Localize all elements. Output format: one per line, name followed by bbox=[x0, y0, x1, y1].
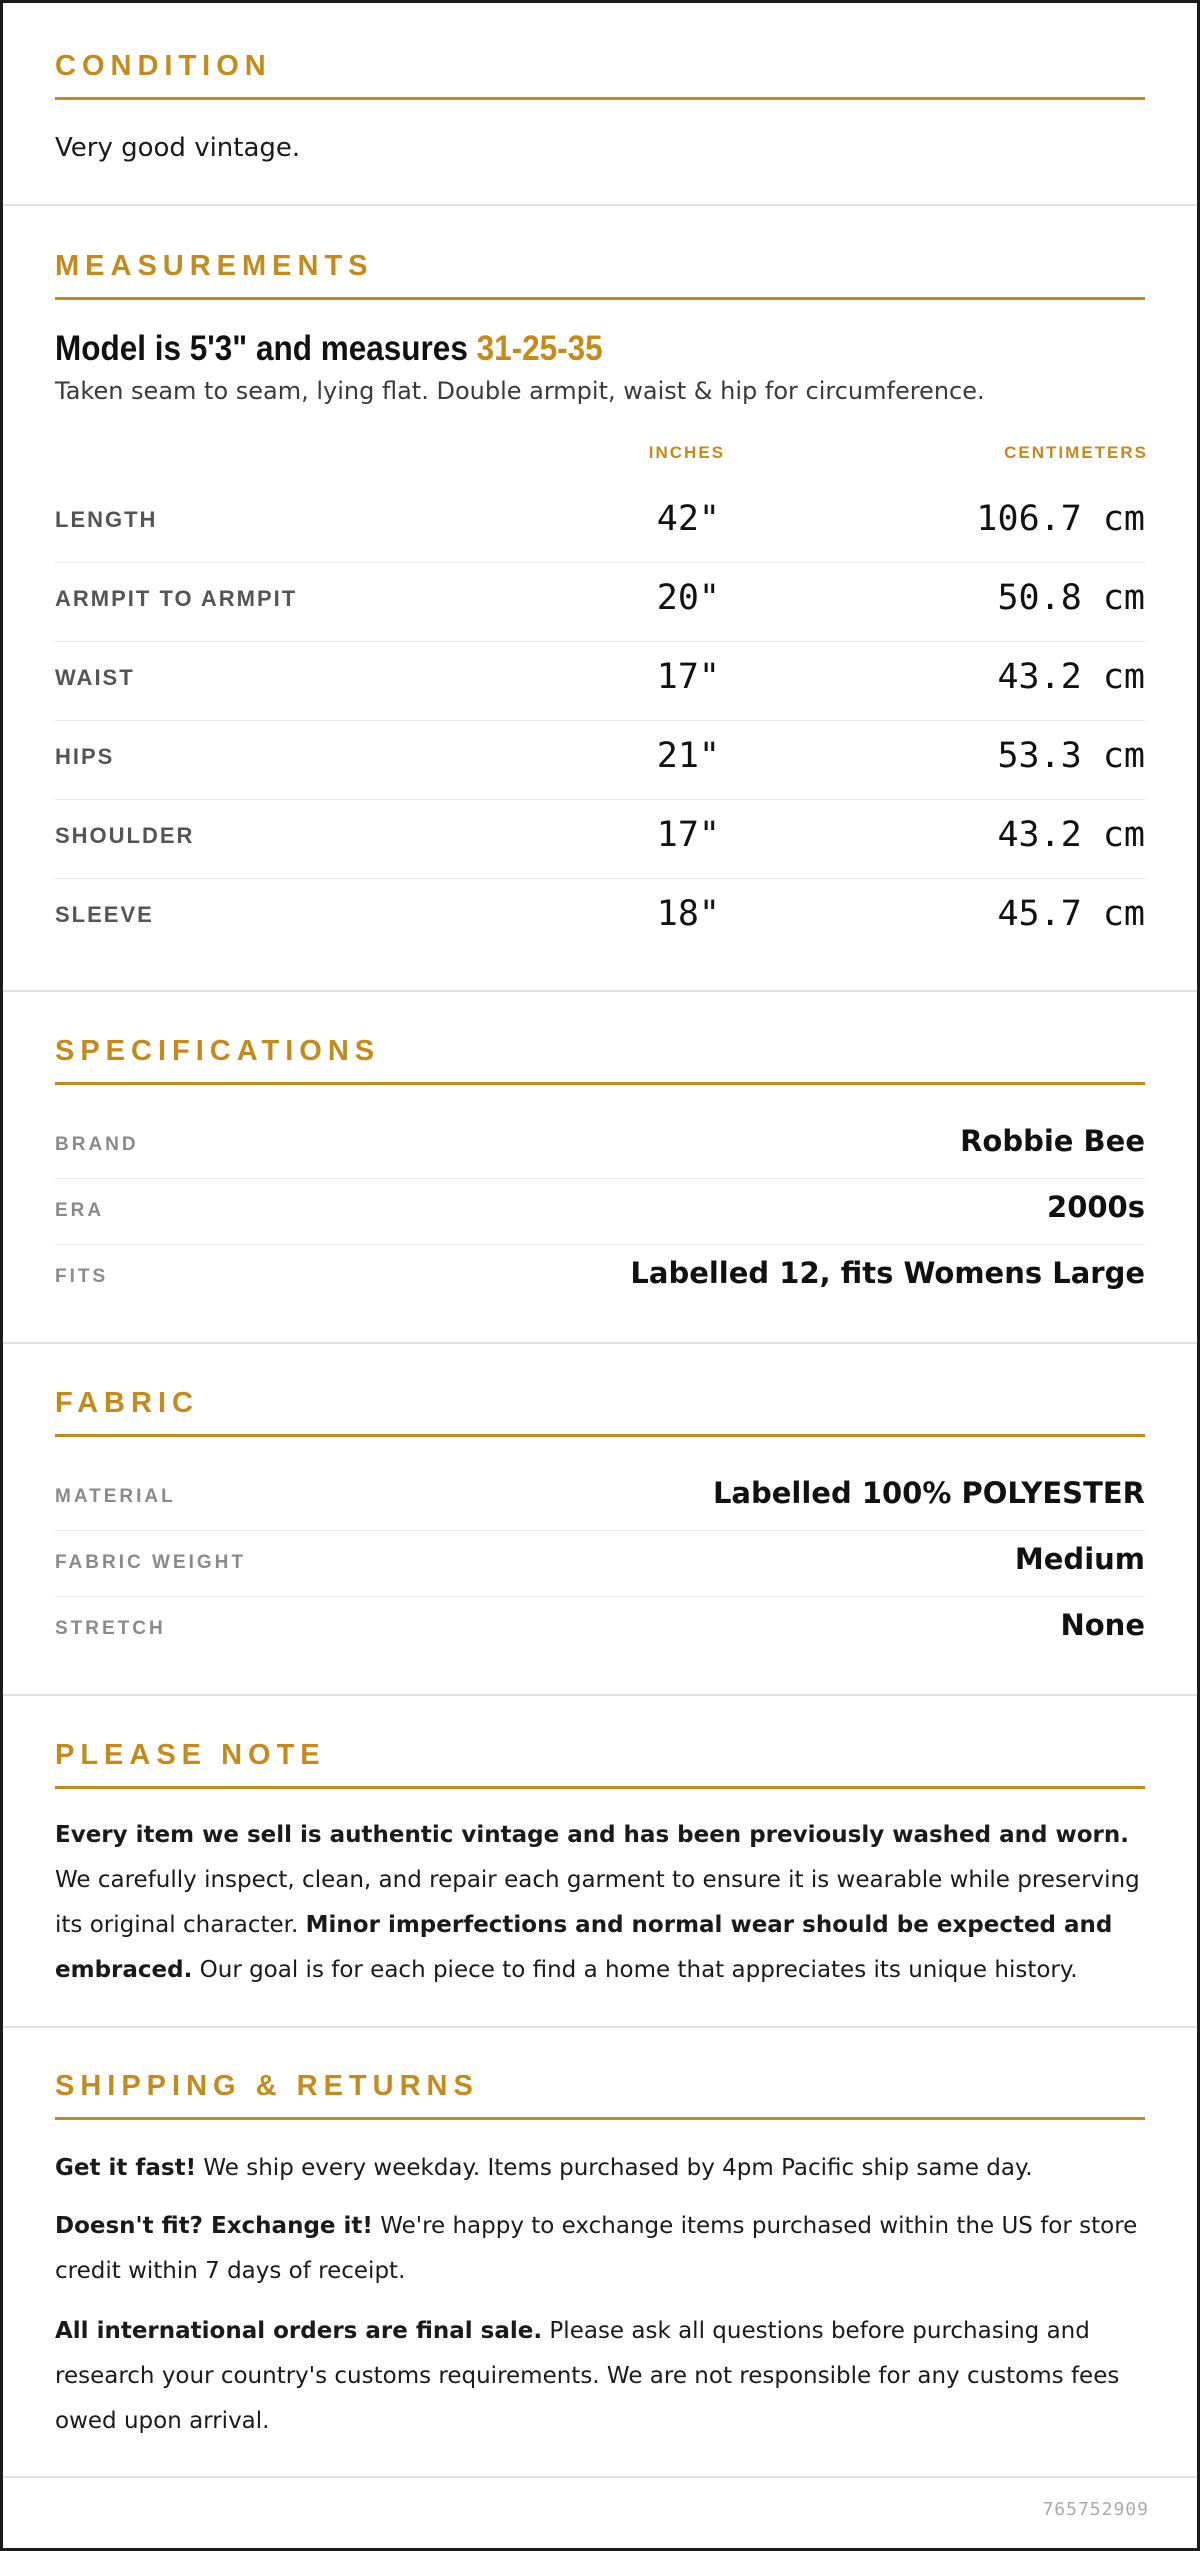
shipping-paragraph-international bbox=[55, 2309, 1145, 2444]
spec-label: BRAND bbox=[55, 1134, 139, 1155]
spec-row-era bbox=[55, 1178, 1145, 1245]
measurement-centimeters: 50.8 cm bbox=[997, 578, 1145, 618]
fabric-row-weight bbox=[55, 1530, 1145, 1597]
fabric-value: Medium bbox=[1014, 1542, 1145, 1576]
measurements-subtext: Taken seam to seam, lying flat. Double armpit, waist & hip for circumference. bbox=[55, 377, 985, 405]
section-divider bbox=[3, 204, 1197, 206]
measurement-centimeters: 43.2 cm bbox=[997, 657, 1145, 697]
sku-number: 765752909 bbox=[1042, 2499, 1149, 2520]
shipping-returns-heading: SHIPPING & RETURNS bbox=[55, 2067, 1145, 2120]
spec-value: Robbie Bee bbox=[960, 1124, 1145, 1158]
column-header-inches: INCHES bbox=[648, 443, 725, 462]
measurement-label: ARMPIT TO ARMPIT bbox=[55, 586, 298, 611]
shipping-paragraph-exchange bbox=[55, 2204, 1145, 2294]
measurement-centimeters: 45.7 cm bbox=[997, 894, 1145, 934]
spec-label: FITS bbox=[55, 1266, 109, 1287]
spec-row-brand bbox=[55, 1112, 1145, 1179]
measurement-row bbox=[55, 799, 1145, 879]
measurement-inches: 20" bbox=[656, 578, 720, 618]
section-divider bbox=[3, 2026, 1197, 2028]
please-note-text bbox=[55, 1813, 1145, 1993]
spec-value: 2000s bbox=[1047, 1190, 1145, 1224]
model-measures: 31-25-35 bbox=[476, 329, 603, 368]
measurement-inches: 17" bbox=[656, 815, 720, 855]
measurement-row bbox=[55, 562, 1145, 642]
note-bold-2: Minor imperfections and normal wear should be expected and embraced. bbox=[55, 1912, 1113, 1983]
shipping-text-2: We're happy to exchange items purchased within the US for store credit within 7 days of receipt. bbox=[55, 2213, 1138, 2284]
fabric-heading: FABRIC bbox=[55, 1384, 1145, 1437]
model-info bbox=[55, 329, 603, 369]
measurement-label: SHOULDER bbox=[55, 823, 195, 848]
note-text-2: Our goal is for each piece to find a home that appreciates its unique history. bbox=[192, 1957, 1078, 1983]
measurement-inches: 17" bbox=[656, 657, 720, 697]
shipping-bold-3: All international orders are final sale. bbox=[55, 2318, 543, 2344]
section-divider bbox=[3, 1694, 1197, 1696]
spec-row-fits bbox=[55, 1244, 1145, 1310]
section-divider bbox=[3, 2476, 1197, 2478]
fabric-value: Labelled 100% POLYESTER bbox=[712, 1476, 1145, 1510]
condition-heading: CONDITION bbox=[55, 47, 1145, 100]
measurement-label: HIPS bbox=[55, 744, 115, 769]
measurement-label: LENGTH bbox=[55, 507, 158, 532]
column-header-centimeters: CENTIMETERS bbox=[1004, 443, 1148, 462]
shipping-text-1: We ship every weekday. Items purchased by 4pm Pacific ship same day. bbox=[196, 2155, 1033, 2181]
measurement-row bbox=[55, 878, 1145, 957]
section-divider bbox=[3, 990, 1197, 992]
measurement-centimeters: 106.7 cm bbox=[976, 499, 1145, 539]
measurement-centimeters: 43.2 cm bbox=[997, 815, 1145, 855]
fabric-row-stretch bbox=[55, 1596, 1145, 1662]
fabric-row-material bbox=[55, 1464, 1145, 1531]
model-prefix: Model is 5'3" and measures bbox=[55, 329, 477, 368]
note-text-1: We carefully inspect, clean, and repair each garment to ensure it is wearable while preserving its original character. bbox=[55, 1867, 1140, 1938]
measurement-row bbox=[55, 720, 1145, 800]
measurement-row bbox=[55, 483, 1145, 563]
spec-label: ERA bbox=[55, 1200, 105, 1221]
measurement-label: SLEEVE bbox=[55, 902, 154, 927]
fabric-label: FABRIC WEIGHT bbox=[55, 1552, 246, 1573]
shipping-paragraph-fast bbox=[55, 2146, 1145, 2191]
measurement-inches: 18" bbox=[656, 894, 720, 934]
fabric-label: MATERIAL bbox=[55, 1486, 176, 1507]
measurement-centimeters: 53.3 cm bbox=[997, 736, 1145, 776]
measurement-inches: 21" bbox=[656, 736, 720, 776]
measurement-row bbox=[55, 641, 1145, 721]
condition-text: Very good vintage. bbox=[55, 133, 301, 163]
measurement-inches: 42" bbox=[656, 499, 720, 539]
section-divider bbox=[3, 1342, 1197, 1344]
spec-value: Labelled 12, fits Womens Large bbox=[630, 1256, 1145, 1290]
fabric-value: None bbox=[1060, 1608, 1145, 1642]
measurements-heading: MEASUREMENTS bbox=[55, 247, 1145, 300]
note-bold-1: Every item we sell is authentic vintage and has been previously washed and worn. bbox=[55, 1822, 1129, 1848]
fabric-label: STRETCH bbox=[55, 1618, 166, 1639]
please-note-heading: PLEASE NOTE bbox=[55, 1736, 1145, 1789]
specifications-heading: SPECIFICATIONS bbox=[55, 1032, 1145, 1085]
measurement-label: WAIST bbox=[55, 665, 135, 690]
shipping-text-3: Please ask all questions before purchasing and research your country's customs requirements. We are not responsible for any customs fees owed upon arrival. bbox=[55, 2318, 1120, 2434]
shipping-bold-1: Get it fast! bbox=[55, 2155, 197, 2181]
shipping-bold-2: Doesn't fit? Exchange it! bbox=[55, 2213, 373, 2239]
